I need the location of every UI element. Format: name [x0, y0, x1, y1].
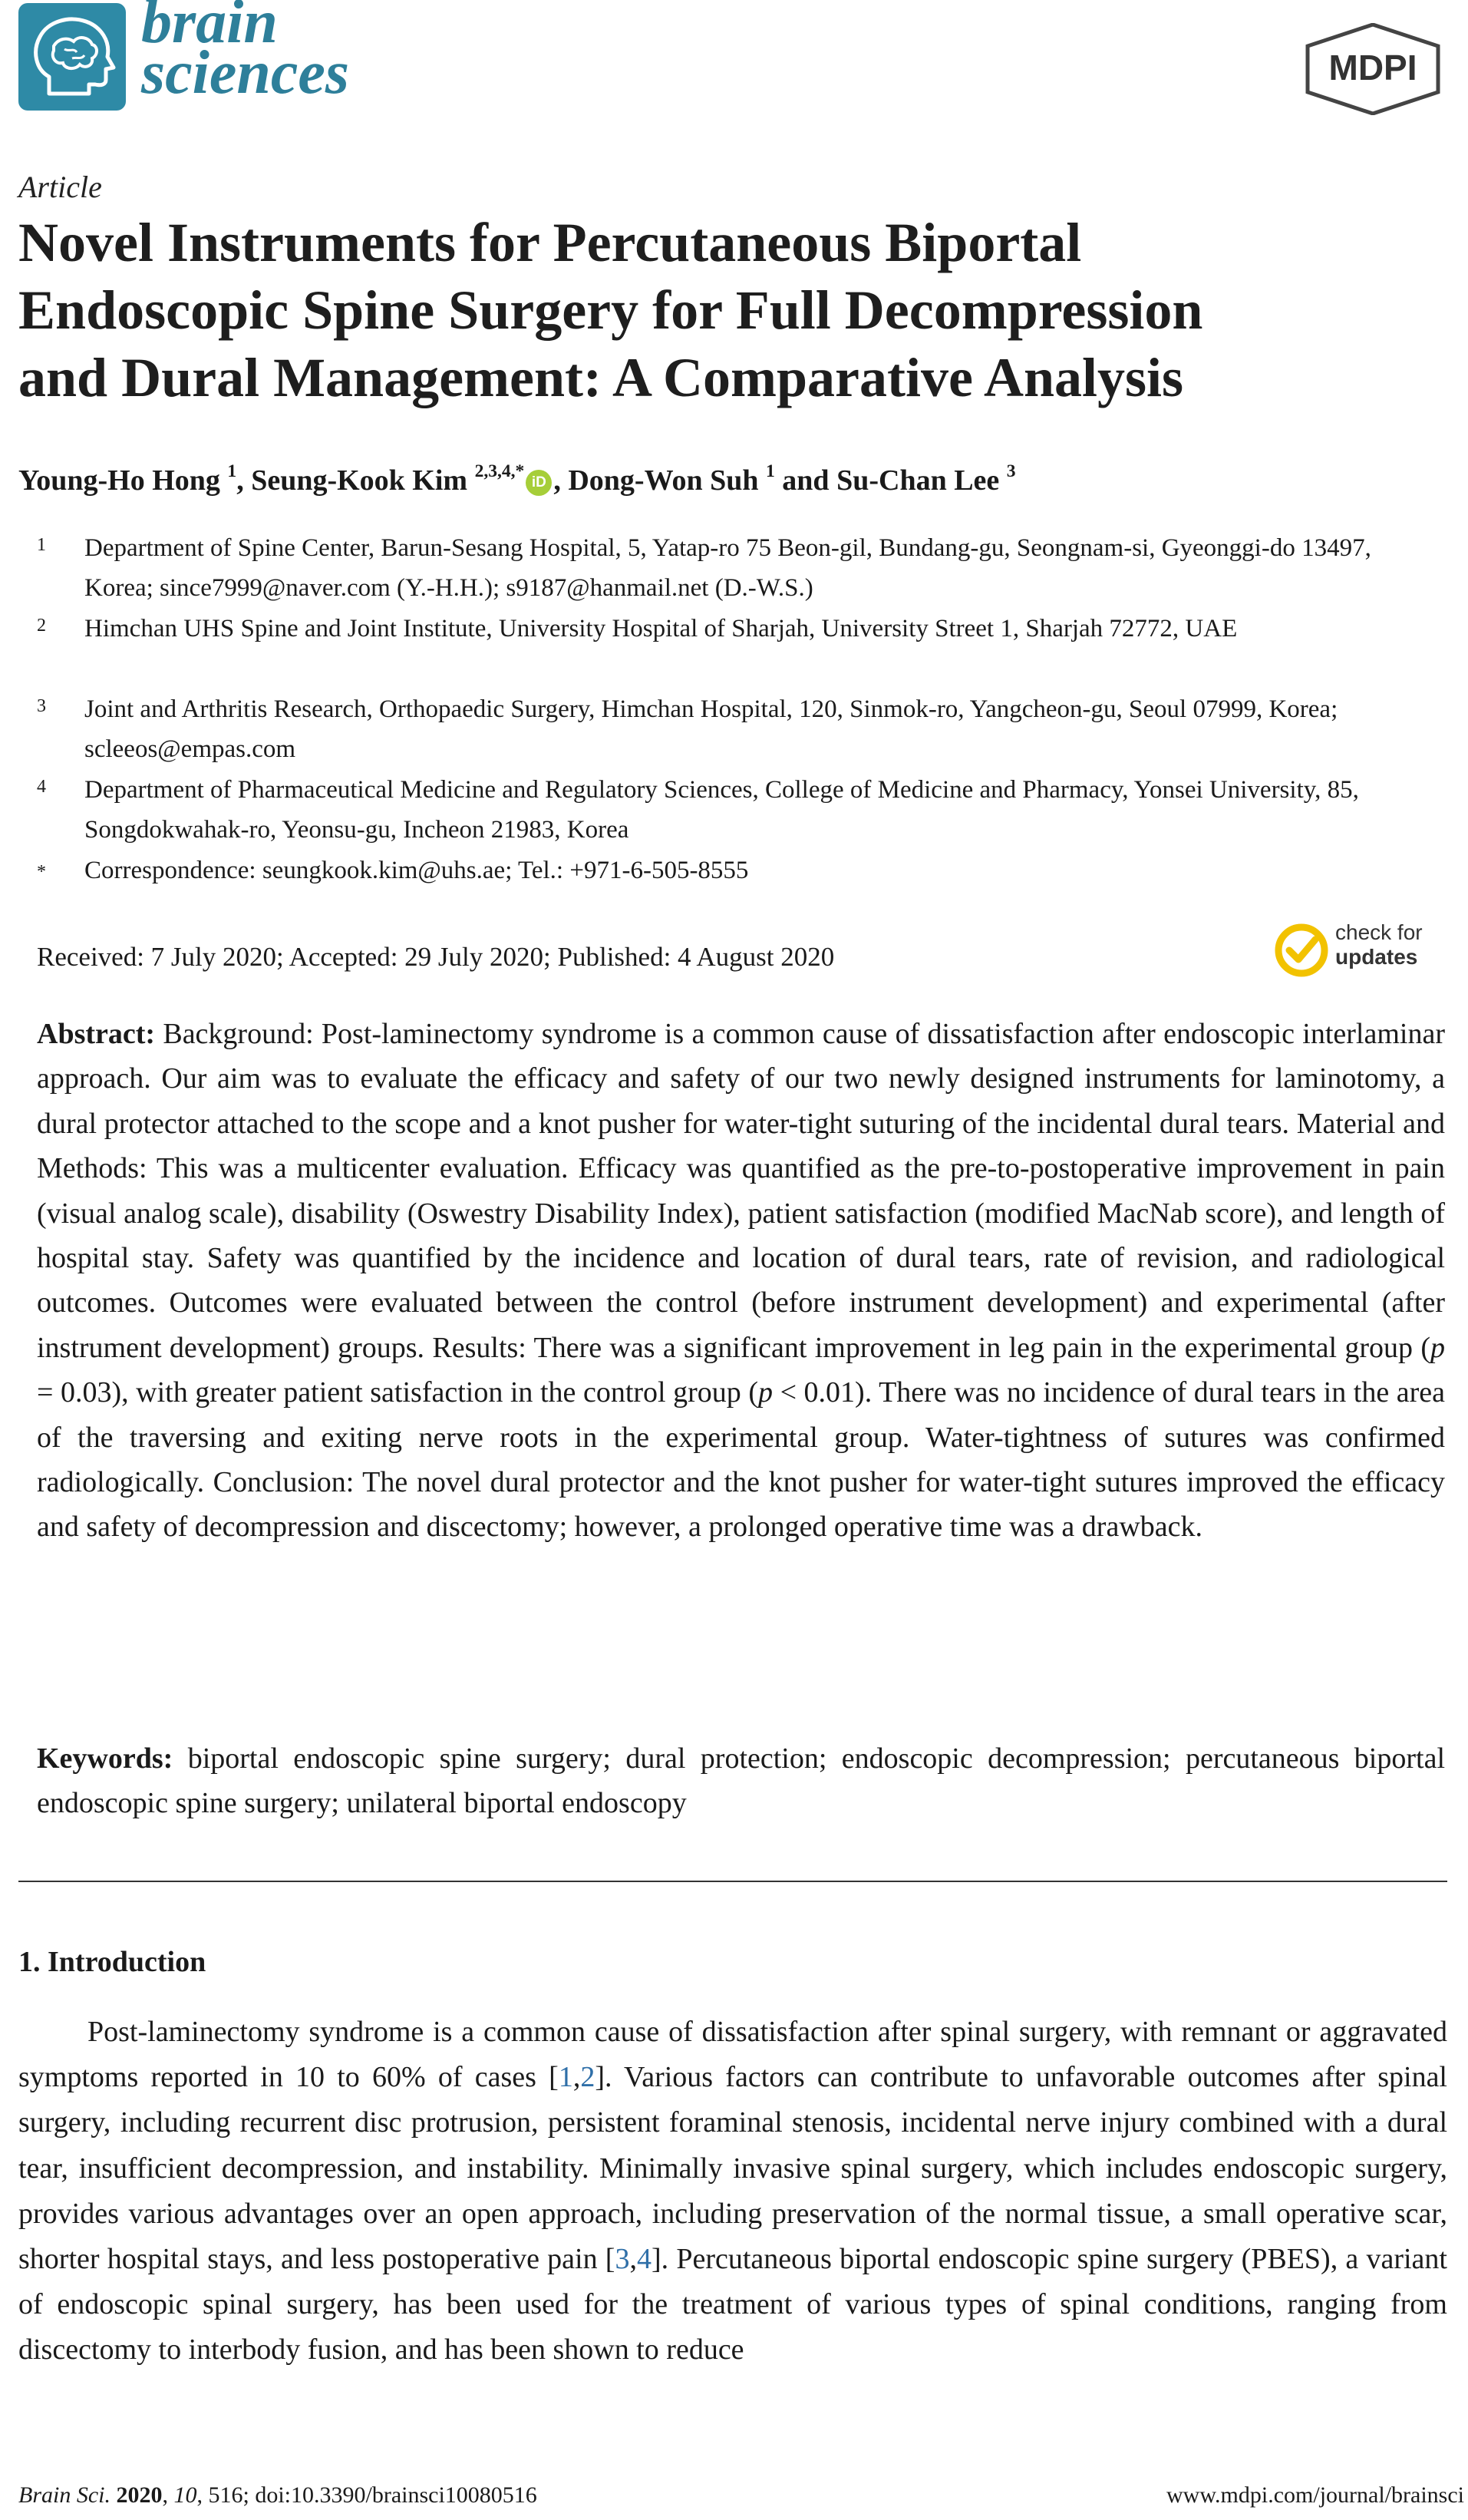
abstract	[37, 1012, 1445, 1550]
section-heading: 1. Introduction	[18, 1946, 206, 1978]
affiliation-mark: 4	[37, 777, 46, 797]
mdpi-logo[interactable]	[1303, 23, 1443, 115]
title-line: and Dural Management: A Comparative Analysis	[18, 347, 1184, 408]
citation-link[interactable]: 2	[580, 2061, 595, 2094]
citation-link[interactable]: 3	[615, 2243, 630, 2276]
affiliation-item	[37, 689, 1433, 769]
affiliation-text: Department of Pharmaceutical Medicine and Regulatory Sciences, College of Medicine and Pharmacy, Yonsei University, 85, Songdokwahak-ro, Yeonsu-gu, Incheon 21983, Korea	[84, 776, 1359, 844]
title-line: Endoscopic Spine Surgery for Full Decompression	[18, 279, 1203, 341]
section-divider	[18, 1881, 1447, 1882]
correspondence-text: Correspondence: seungkook.kim@uhs.ae; Tel.: +971-6-505-8555	[84, 857, 749, 884]
introduction-paragraph: Post-laminectomy syndrome is a common cause of dissatisfaction after spinal surgery, with remnant or aggravated symptoms reported in 10 to 60% of cases [1,2]. Various factors can contribute to unfavorable outcomes after spinal surgery, including recurrent disc protrusion, persistent foraminal stenosis, incidental nerve injury combined with a dural tear, insufficient decompression, and instability. Minimally invasive spinal surgery, which includes endoscopic surgery, provides various advantages over an open approach, including preservation of the normal tissue, a small operative scar, shorter hospital stays, and less postoperative pain [3,4]. Percutaneous biportal endoscopic spine surgery (PBES), a variant of endoscopic spinal surgery, has been used for the treatment of various types of spinal conditions, ranging from discectomy to interbody fusion, and has been shown to reduce	[18, 2016, 1447, 2366]
title-line: Novel Instruments for Percutaneous Biportal	[18, 212, 1082, 273]
author-name[interactable]: Dong-Won Suh	[568, 464, 759, 497]
affiliation-mark: 3	[37, 696, 46, 716]
affiliation-item	[37, 770, 1433, 850]
author-name[interactable]: Young-Ho Hong	[18, 464, 220, 497]
journal-logo[interactable]	[18, 0, 379, 118]
check-for-updates-label: check for	[1335, 920, 1423, 944]
correspondence	[37, 850, 1433, 890]
check-for-updates-badge[interactable]	[1274, 920, 1450, 981]
check-for-updates-icon	[1274, 923, 1329, 978]
abstract-label: Abstract:	[37, 1018, 156, 1050]
affiliation-mark: *	[37, 862, 46, 882]
keywords-label: Keywords:	[37, 1742, 173, 1775]
affiliation-text: Himchan UHS Spine and Joint Institute, University Hospital of Sharjah, University Street 1, Sharjah 72772, UAE	[84, 615, 1238, 642]
footer-doi[interactable]: , 516; doi:10.3390/brainsci10080516	[196, 2482, 537, 2508]
author-affiliation-mark: 2,3,4,*	[474, 461, 525, 481]
citation-footer: Brain Sci. 2020, 10, 516; doi:10.3390/brainsci10080516	[18, 2482, 537, 2508]
author-list: Young-Ho Hong $^1$, Seung-Kook Kim $^{2,3,4,*}$iD , Dong-Won Suh $^1$ and Su-Chan Lee $^3$	[18, 461, 1016, 497]
citation-link[interactable]: 1	[558, 2061, 573, 2094]
p-value-symbol: p	[1430, 1331, 1445, 1364]
citation-link[interactable]: 4	[636, 2243, 652, 2276]
author-affiliation-mark: 1	[766, 461, 775, 481]
author-affiliation-mark: 1	[227, 461, 237, 481]
author-name[interactable]: Seung-Kook Kim	[251, 464, 468, 497]
affiliation-text: Department of Spine Center, Barun-Sesang Hospital, 5, Yatap-ro 75 Beon-gil, Bundang-gu, Seongnam-si, Gyeonggi-do 13497, Korea; since7999@naver.com (Y.-H.H.); s9187@hanmail.net (D.-W.S.)	[84, 534, 1371, 602]
author-name[interactable]: Su-Chan Lee	[836, 464, 1000, 497]
p-value-symbol: p	[758, 1376, 774, 1409]
mdpi-hexagon-icon	[1303, 23, 1443, 115]
orcid-icon[interactable]: iD	[526, 470, 552, 496]
journal-name-line1: brain	[141, 0, 278, 56]
article-title	[18, 209, 1430, 411]
footer-volume: 10	[173, 2482, 197, 2508]
journal-name	[141, 0, 350, 107]
author-affiliation-mark: 3	[1006, 461, 1016, 481]
affiliation-mark: 2	[37, 616, 46, 636]
check-for-updates-label: updates	[1335, 945, 1418, 969]
affiliation-item	[37, 609, 1433, 689]
publisher-name: MDPI	[1328, 48, 1417, 88]
publication-dates: Received: 7 July 2020; Accepted: 29 July 2020; Published: 4 August 2020	[37, 942, 835, 972]
journal-abbrev: Brain Sci.	[18, 2482, 111, 2508]
abstract-text: = 0.03), with greater patient satisfaction in the control group (	[37, 1376, 759, 1409]
brain-head-logo-icon	[18, 3, 126, 111]
journal-name-line2: sciences	[141, 39, 350, 107]
keywords-text: biportal endoscopic spine surgery; dural protection; endoscopic decompression; percutaneous biportal endoscopic spine surgery; unilateral biportal endoscopy	[37, 1742, 1446, 1819]
journal-url[interactable]: www.mdpi.com/journal/brainsci	[1166, 2482, 1464, 2508]
abstract-text: Background: Post-laminectomy syndrome is a common cause of dissatisfaction after endoscopic interlaminar approach. Our aim was to evaluate the efficacy and safety of our two newly designed instruments for laminotomy, a dural protector attached to the scope and a knot pusher for water-tight suturing of the incidental dural tears. Material and Methods: This was a multicenter evaluation. Efficacy was quantified as the pre-to-postoperative improvement in pain (visual analog scale), disability (Oswestry Disability Index), patient satisfaction (modified MacNab score), and length of hospital stay. Safety was quantified by the incidence and location of dural tears, rate of revision, and radiological outcomes. Outcomes were evaluated between the control (before instrument development) and experimental (after instrument development) groups. Results: There was a significant improvement in leg pain in the experimental group (	[37, 1018, 1445, 1364]
footer-year: 2020	[116, 2482, 163, 2508]
affiliation-mark: 1	[37, 535, 46, 555]
affiliation-item	[37, 528, 1433, 608]
author-conjunction: and	[782, 464, 830, 497]
abstract-text: < 0.01). There was no incidence of dural tears in the area of the traversing and exiting nerve roots in the experimental group. Water-tightness of sutures was confirmed radiologically. Conclusion: The novel dural protector and the knot pusher for water-tight sutures improved the efficacy and safety of decompression and discectomy; however, a prolonged operative time was a drawback.	[37, 1376, 1446, 1544]
affiliation-text: Joint and Arthritis Research, Orthopaedic Surgery, Himchan Hospital, 120, Sinmok-ro, Yangcheon-gu, Seoul 07999, Korea; scleeos@empas.com	[84, 695, 1338, 763]
keywords	[37, 1736, 1445, 1825]
article-type: Article	[18, 170, 102, 204]
